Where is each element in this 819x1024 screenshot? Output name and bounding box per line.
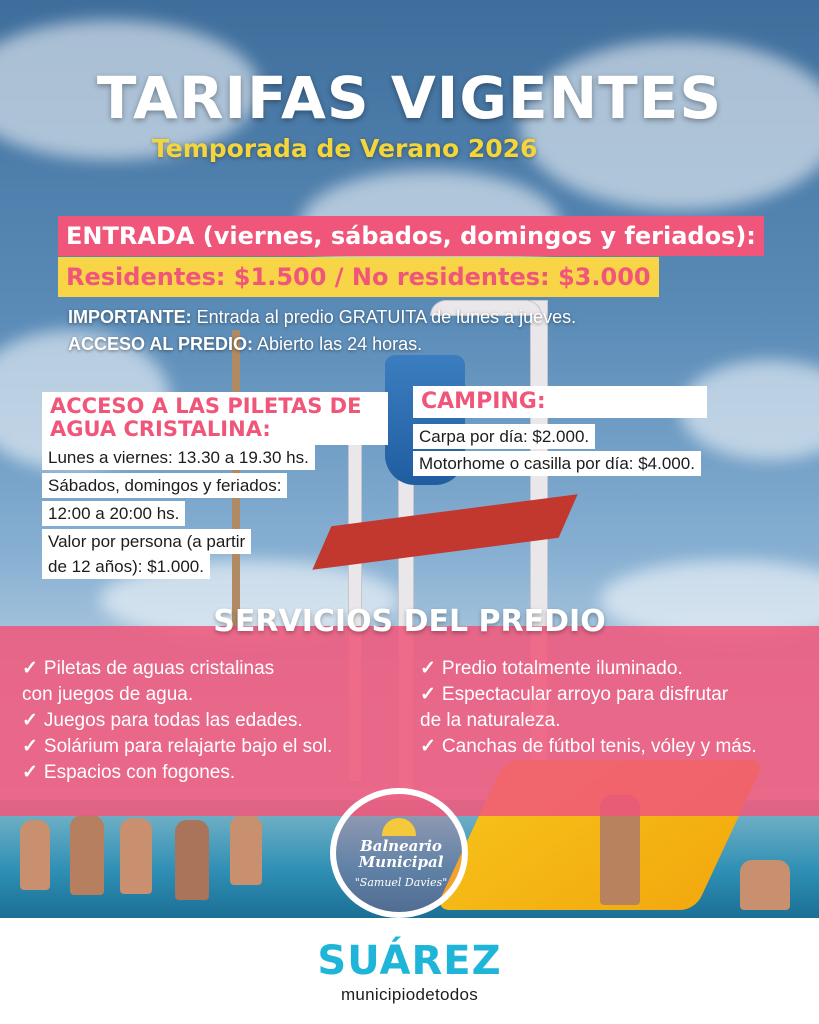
service-text: Canchas de fútbol tenis, vóley y más. [441,736,757,757]
list-item [420,682,757,708]
service-text: Juegos para todas las edades. [43,710,303,731]
piletas-line: Sábados, domingos y feriados: [42,473,287,498]
importante-text: Entrada al predio GRATUITA de lunes a jueves. [191,307,577,327]
list-item [22,682,332,708]
brand-tagline: municipiodetodos [340,985,479,1004]
services-right-list [420,656,757,760]
brand-logo: SUÁREZ [317,938,502,984]
check-icon: ✓ [22,762,38,783]
acceso-line [68,331,576,358]
list-item [420,656,757,682]
swimmer [175,820,209,900]
page-title: TARIFAS VIGENTES [96,64,723,132]
swimmer [70,815,104,895]
piletas-line: Valor por persona (a partir [42,529,251,554]
service-text: Predio totalmente iluminado. [441,658,683,679]
list-item [22,760,332,786]
logo-line: Balneario [360,837,442,855]
importante-label: IMPORTANTE: [68,307,192,327]
balneario-logo [330,788,472,923]
camping-line: Motorhome o casilla por día: $4.000. [413,451,701,476]
check-icon: ✓ [420,736,436,757]
swimmer [120,818,152,894]
list-item [22,734,332,760]
info-block [68,304,576,358]
piletas-line: de 12 años): $1.000. [42,554,210,579]
check-icon: ✓ [22,710,38,731]
check-icon: ✓ [420,658,436,679]
service-text: Espacios con fogones. [43,762,236,783]
piletas-line: 12:00 a 20:00 hs. [42,501,185,526]
acceso-label: ACCESO AL PREDIO: [68,334,254,354]
service-text: Solárium para relajarte bajo el sol. [43,736,333,757]
service-text: Piletas de aguas cristalinas [43,658,275,679]
check-icon: ✓ [22,736,38,757]
camping-line: Carpa por día: $2.000. [413,424,595,449]
entrada-label: ENTRADA (viernes, sábados, domingos y feriados): [58,216,764,256]
list-item [22,656,332,682]
swimmer [230,815,262,885]
acceso-text: Abierto las 24 horas. [253,334,423,354]
service-text: de la naturaleza. [420,710,561,731]
piletas-heading: ACCESO A LAS PILETAS DE AGUA CRISTALINA: [42,392,388,445]
importante-line [68,304,576,331]
check-icon: ✓ [22,658,38,679]
page-subtitle: Temporada de Verano 2026 [152,134,538,163]
list-item [420,734,757,760]
service-text: con juegos de agua. [22,684,194,705]
swimmer [740,860,790,910]
logo-text [330,838,472,870]
piletas-line: Lunes a viernes: 13.30 a 19.30 hs. [42,445,315,470]
services-title: SERVICIOS DEL PREDIO [213,604,606,639]
swimmer [20,820,50,890]
logo-subtext: "Samuel Davies" [354,876,448,889]
services-left-list [22,656,332,786]
list-item [22,708,332,734]
camping-heading: CAMPING: [413,386,707,418]
service-text: Espectacular arroyo para disfrutar [441,684,729,705]
list-item [420,708,757,734]
entrada-prices: Residentes: $1.500 / No residentes: $3.000 [58,257,659,297]
check-icon: ✓ [420,684,436,705]
logo-line: Municipal [358,853,444,871]
